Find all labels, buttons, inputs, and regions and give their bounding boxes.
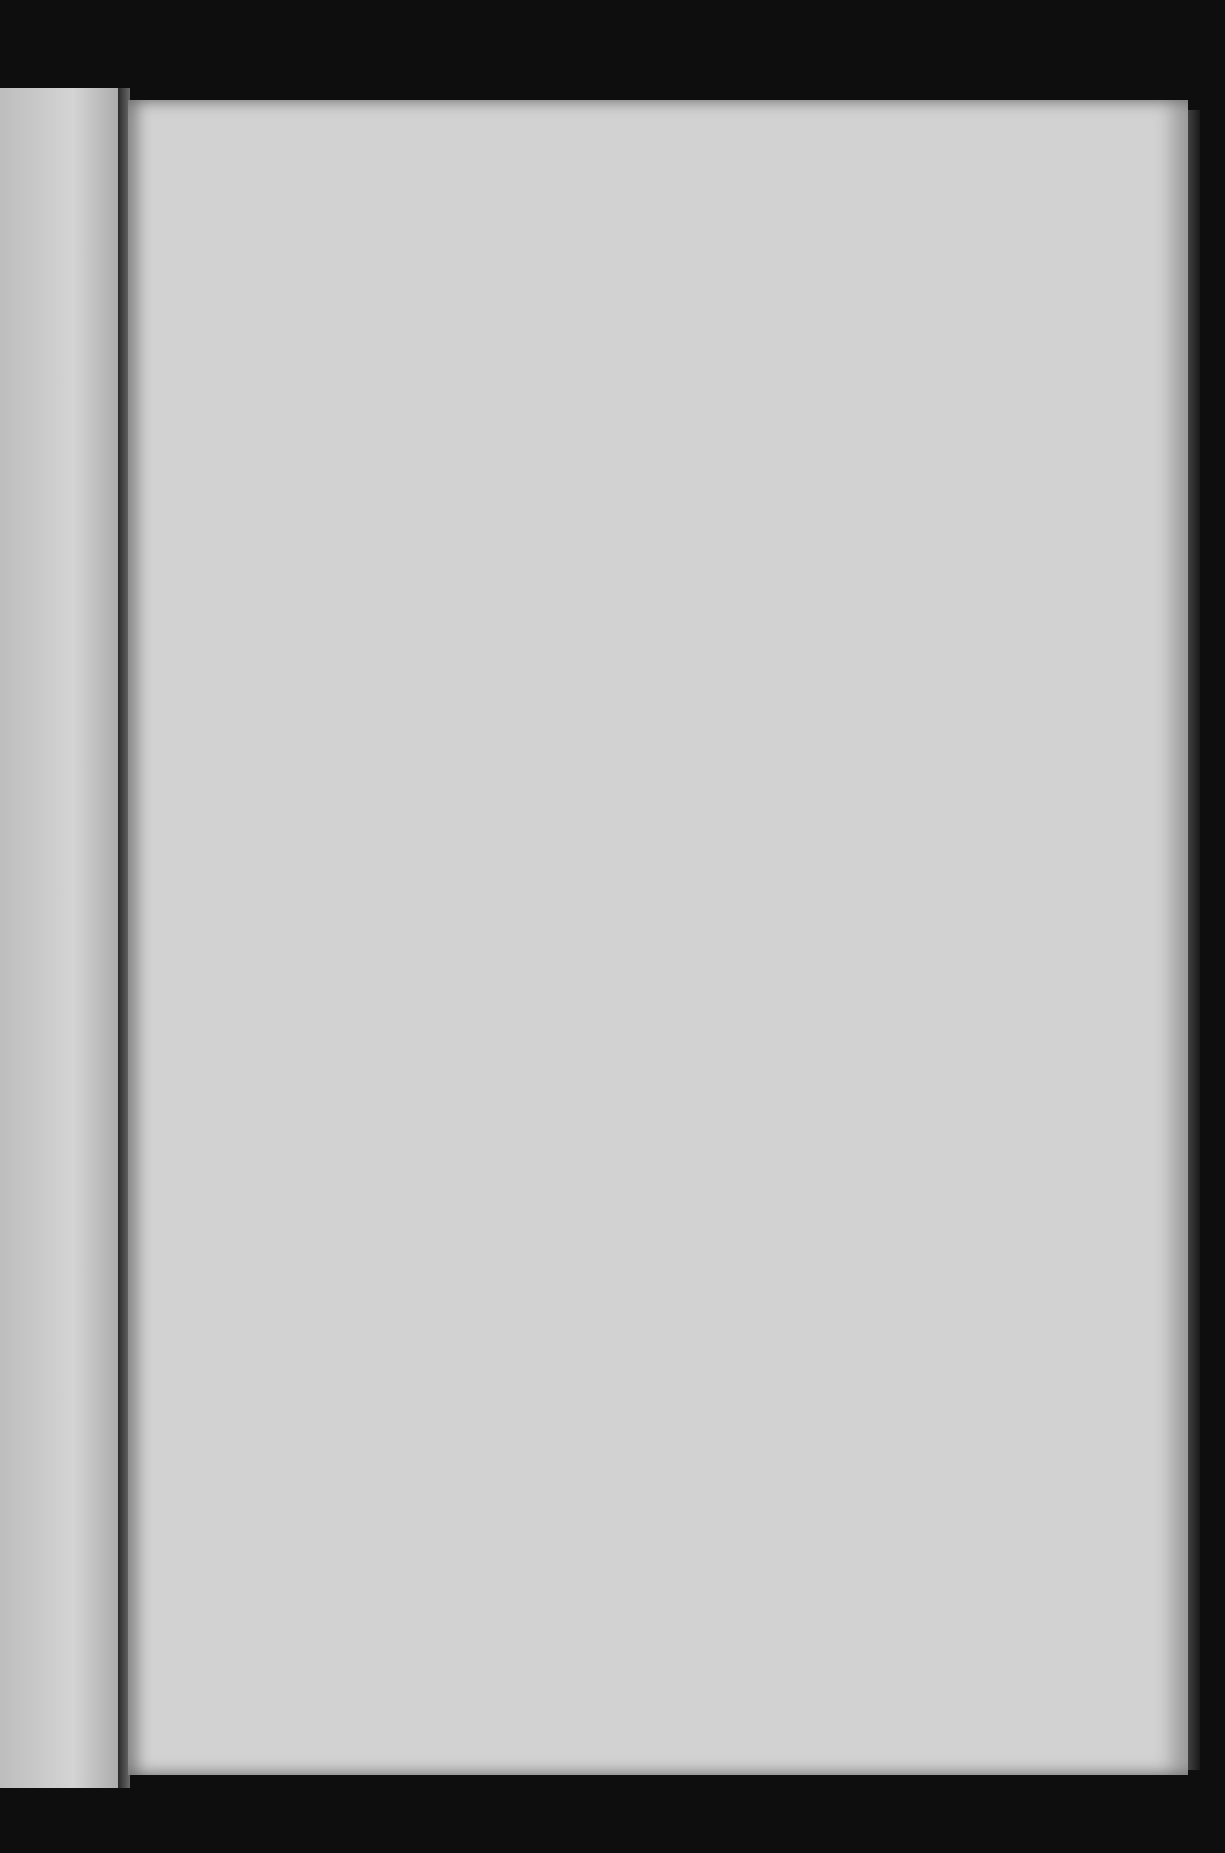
contents-page [128,100,1188,1775]
facing-page-fragment [0,88,122,1788]
